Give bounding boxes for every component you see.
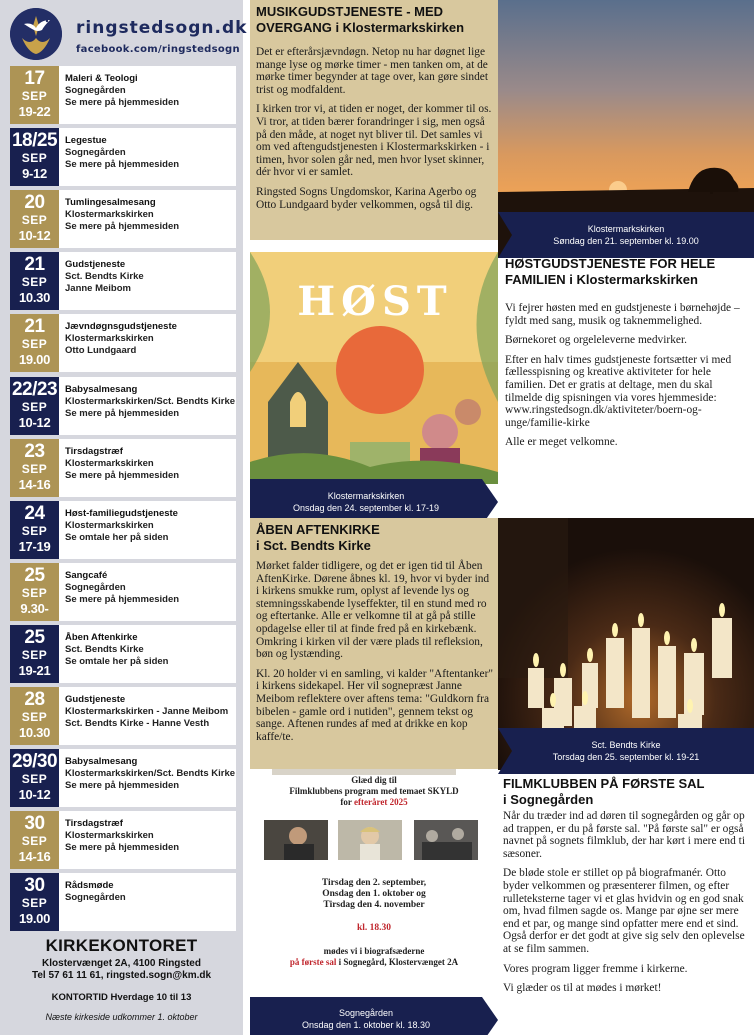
banner-place: Klostermarkskirken: [327, 491, 405, 501]
harvest-article: [505, 256, 747, 456]
event-place: Sognegården: [65, 147, 126, 159]
event-item[interactable]: [10, 190, 236, 248]
event-item[interactable]: [10, 811, 236, 869]
event-time: 14-16: [18, 849, 51, 864]
banner-time: Onsdag den 24. september kl. 17-19: [292, 503, 440, 513]
event-place: Klostermarkskirken - Janne Meibom: [65, 706, 229, 718]
poster-location-highlight: på første sal: [289, 957, 337, 967]
event-item[interactable]: [10, 625, 236, 683]
event-details: [65, 259, 236, 296]
event-note: Se omtale her på siden: [65, 656, 169, 668]
event-month: SEP: [21, 213, 48, 227]
event-title: Maleri & Teologi: [65, 73, 138, 84]
event-day: 17: [24, 68, 45, 89]
film-club-banner: [250, 997, 498, 1035]
paragraph: I kirken tror vi, at tiden er noget, der kommer til os. Vi tror, at tiden bærer forandringer i sig, men også på den måde, at noget nyt bliver til. Det samles vi om ved aftengudstjenesten i Klostermarkskirken - i timen, hvor solen går ned, men hvor lyset skinner, dér hvor vi er samlet.: [256, 103, 492, 179]
event-details: [65, 756, 236, 793]
event-month: SEP: [21, 275, 48, 289]
banner-time: Onsdag den 1. oktober kl. 18.30: [301, 1020, 431, 1030]
event-month: SEP: [21, 400, 48, 414]
event-title: Tirsdagstræf: [65, 446, 123, 457]
event-time: 19-21: [18, 663, 51, 678]
event-place: Sct. Bendts Kirke: [65, 271, 144, 283]
evening-church-article: [250, 518, 498, 769]
event-title: Gudstjeneste: [65, 694, 126, 705]
event-date: [10, 749, 59, 807]
dove-logo-icon: [10, 8, 62, 60]
event-note: Se mere på hjemmesiden: [65, 408, 180, 420]
event-note: Janne Meibom: [65, 283, 131, 295]
church-office: [0, 934, 243, 1022]
event-title: Babysalmesang: [65, 384, 138, 395]
event-place: Klostermarkskirken/Sct. Bendts Kirke: [65, 396, 236, 408]
event-title: Åben Aftenkirke: [65, 632, 138, 643]
evening-church-banner: [498, 728, 754, 774]
film-club-body: [503, 810, 747, 995]
event-month: SEP: [21, 896, 48, 910]
harvest-title: HØSTGUDSTJENESTE FOR HELE FAMILIEN i Klostermarkskirken: [505, 256, 716, 287]
event-time: 10-12: [18, 787, 51, 802]
event-day: 29/30: [11, 751, 58, 772]
banner-time: Søndag den 21. september kl. 19.00: [553, 236, 699, 246]
paragraph: Alle er meget velkomne.: [505, 436, 618, 449]
event-date: [10, 66, 59, 124]
paragraph: Mørket falder tidligere, og det er igen tid til Åben AftenKirke. Dørene åbnes kl. 19, hvor vi byder ind i kirkens smukke rum, oplyst af levende lys og stemningsskabende lyseffekter, til en stund med ro og eftertanke. Alle er velkomne til at gå på stille opdagelse eller til at finde fred på en kirkebænk. Omkring i kirken vil der være plads til refleksion, bøn og lystænding.: [256, 560, 490, 661]
paragraph: Børnekoret og orgeleleverne medvirker.: [505, 334, 687, 347]
office-hours: KONTORTID Hverdage 10 til 13: [51, 992, 192, 1003]
paragraph: Vi fejrer høsten med en gudstjeneste i børnehøjde – fyldt med sang, musik og taknemmelighed.: [505, 302, 740, 327]
paragraph: Efter en halv times gudstjeneste fortsætter vi med fællesspisning og kreative aktiviteter for hele familien. Det er gratis at deltage, men du skal tilmelde dig spisningen via vores hjemmeside: www.ringstedsogn.dk/aktiviteter/boern-og-unge/familie-kirke: [505, 353, 732, 429]
event-title: Sangcafé: [65, 570, 108, 581]
event-item[interactable]: [10, 501, 236, 559]
event-time: 19.00: [18, 352, 51, 367]
event-day: 30: [24, 875, 45, 896]
paragraph: Vi glæder os til at mødes i mørket!: [503, 982, 662, 995]
event-details: [65, 570, 236, 607]
paragraph: De bløde stole er stillet op på biografmanér. Otto byder velkommen og præsenterer filmen, og efter rulleteksterne tager vi et glas hvidvin og en god snak om, hvad filmen sagde os. Mange par øjne ser mere end et par, og mange sind opfatter mere end et sind. Også derfor er det godt at give sig selv den oplevelse at se film sammen.: [503, 867, 745, 955]
event-day: 22/23: [11, 379, 58, 400]
poster-season-prefix: for: [340, 797, 355, 807]
event-day: 21: [24, 254, 45, 275]
harvest-image-word: HØST: [297, 278, 453, 325]
harvest-illustration: [250, 252, 498, 484]
event-date: [10, 190, 59, 248]
event-place: Sognegården: [65, 85, 126, 97]
event-month: SEP: [21, 586, 48, 600]
film-club-article: [503, 776, 747, 1002]
event-day: 30: [24, 813, 45, 834]
event-title: Jævndøgnsgudstjeneste: [65, 321, 177, 332]
event-details: [65, 508, 236, 545]
harvest-body: [505, 302, 747, 449]
event-details: [65, 694, 236, 731]
event-time: 14-16: [18, 477, 51, 492]
poster-meet: mødes vi i biografsæderne: [323, 946, 425, 956]
event-item[interactable]: [10, 128, 236, 186]
paragraph: Vores program ligger fremme i kirkerne.: [503, 962, 688, 975]
event-details: [65, 632, 236, 669]
event-title: Rådsmøde: [65, 880, 114, 891]
event-place: Sognegården: [65, 892, 126, 904]
event-title: Gudstjeneste: [65, 259, 126, 270]
event-note: Se mere på hjemmesiden: [65, 470, 180, 482]
event-time: 10.30: [18, 725, 51, 740]
event-details: [65, 818, 236, 855]
event-month: SEP: [21, 462, 48, 476]
evening-church-title: ÅBEN AFTENKIRKE: [256, 522, 380, 537]
event-place: Klostermarkskirken: [65, 458, 154, 470]
event-note: Se mere på hjemmesiden: [65, 842, 180, 854]
event-date: [10, 314, 59, 372]
event-item[interactable]: [10, 439, 236, 497]
event-time: 9.30-: [20, 601, 49, 616]
event-note: Se mere på hjemmesiden: [65, 221, 180, 233]
event-time: 10.30: [18, 290, 51, 305]
film-club-title: FILMKLUBBEN PÅ FØRSTE SAL: [503, 776, 705, 791]
paragraph: Når du træder ind ad døren til sognegården og går op ad trappen, er du på første sal. "På første sal" er også navnet på sognets filmklub, der har kørt i mere end ti sæsoner.: [503, 810, 745, 860]
event-title: Babysalmesang: [65, 756, 138, 767]
event-place: Sognegården: [65, 582, 126, 594]
event-title: Høst-familiegudstjeneste: [65, 508, 178, 519]
event-month: SEP: [21, 710, 48, 724]
office-title: KIRKEKONTORET: [45, 936, 198, 955]
music-service-article: [250, 0, 498, 240]
event-month: SEP: [21, 337, 48, 351]
event-title: Tirsdagstræf: [65, 818, 123, 829]
event-day: 21: [24, 316, 45, 337]
event-day: 24: [24, 503, 45, 524]
music-service-title: MUSIKGUDSTJENESTE - MED OVERGANG i Klostermarkskirken: [256, 4, 465, 35]
event-note: Se mere på hjemmesiden: [65, 780, 180, 792]
event-day: 23: [24, 441, 45, 462]
event-date: [10, 501, 59, 559]
film-club-poster: [250, 769, 498, 999]
event-note: Se mere på hjemmesiden: [65, 594, 180, 606]
banner-place: Klostermarkskirken: [587, 224, 665, 234]
event-month: SEP: [21, 648, 48, 662]
poster-program: Filmklubbens program med temaet SKYLD: [289, 786, 459, 796]
poster-date3: Tirsdag den 4. november: [323, 900, 425, 910]
banner-place: Sct. Bendts Kirke: [591, 740, 661, 750]
event-sidebar: [0, 0, 248, 1035]
poster-date1: Tirsdag den 2. september,: [321, 878, 427, 888]
event-time: 19.00: [18, 911, 51, 926]
event-date: [10, 439, 59, 497]
event-note: Se mere på hjemmesiden: [65, 97, 180, 109]
poster-intro: Glæd dig til: [351, 775, 397, 785]
event-place: Klostermarkskirken: [65, 333, 154, 345]
office-address: Klostervænget 2A, 4100 Ringsted: [42, 958, 201, 969]
poster-season: efteråret 2025: [354, 797, 408, 807]
event-item[interactable]: [10, 66, 236, 124]
next-issue-note: Næste kirkeside udkommer 1. oktober: [45, 1012, 198, 1022]
event-item[interactable]: [10, 873, 236, 931]
event-time: 9-12: [22, 166, 47, 181]
event-time: 19-22: [18, 104, 51, 119]
event-note: Se omtale her på siden: [65, 532, 169, 544]
event-place: Sct. Bendts Kirke: [65, 644, 144, 656]
banner-place: Sognegården: [338, 1008, 394, 1018]
paragraph: Det er efterårsjævndøgn. Netop nu har døgnet lige mange lyse og mørke timer - men tanken om, at de mørke timer begynder at tage over, kan gøre sindet trist og modfaldent.: [256, 46, 489, 96]
event-time: 17-19: [18, 539, 51, 554]
event-item[interactable]: [10, 314, 236, 372]
event-note: Se mere på hjemmesiden: [65, 159, 180, 171]
event-day: 25: [24, 627, 45, 648]
event-title: Tumlingesalmesang: [65, 197, 156, 208]
event-details: [65, 880, 236, 904]
event-details: [65, 384, 236, 421]
event-date: [10, 625, 59, 683]
event-item[interactable]: [10, 687, 236, 745]
event-note: Otto Lundgaard: [65, 345, 137, 357]
music-service-body: [256, 46, 494, 211]
event-item[interactable]: [10, 563, 236, 621]
brand-name[interactable]: ringstedsogn.dk: [76, 18, 248, 38]
paragraph: Kl. 20 holder vi en samling, vi kalder "Aftentanker" i kirkens sidekapel. Her vil sognepræst Janne Meibom reflektere over aftens tema: "Guldkorn fra bibelen - gamle ord i nutiden", gennem tekst og sange. Aftenen rundes af med at drikke en kop kaffe/te.: [256, 667, 494, 743]
paragraph: Ringsted Sogns Ungdomskor, Karina Agerbo og Otto Lundgaard byder velkommen, også til dig.: [256, 185, 477, 211]
logo[interactable]: [10, 8, 248, 62]
event-date: [10, 563, 59, 621]
event-time: 10-12: [18, 228, 51, 243]
event-note: Sct. Bendts Kirke - Hanne Vesth: [65, 718, 210, 730]
film-still: [338, 820, 402, 860]
poster-location: i Sognegård, Klostervænget 2A: [336, 957, 459, 967]
event-details: [65, 446, 236, 483]
event-month: SEP: [21, 151, 48, 165]
poster-time: kl. 18.30: [356, 923, 392, 933]
event-details: [65, 321, 236, 358]
event-place: Klostermarkskirken: [65, 520, 154, 532]
event-time: 10-12: [18, 415, 51, 430]
film-still: [414, 820, 478, 860]
music-service-banner: [498, 212, 754, 258]
event-date: [10, 687, 59, 745]
evening-church-subtitle: i Sct. Bendts Kirke: [256, 538, 371, 553]
event-details: [65, 197, 236, 234]
evening-church-body: [256, 560, 494, 743]
film-still: [264, 820, 328, 860]
event-month: SEP: [21, 524, 48, 538]
banner-time: Torsdag den 25. september kl. 19-21: [552, 752, 700, 762]
event-month: SEP: [21, 89, 48, 103]
event-month: SEP: [21, 834, 48, 848]
event-details: [65, 135, 236, 172]
event-place: Klostermarkskirken: [65, 209, 154, 221]
film-stills: [250, 820, 498, 864]
event-title: Legestue: [65, 135, 107, 146]
poster-date2: Onsdag den 1. oktober og: [322, 889, 426, 899]
event-date: [10, 377, 59, 435]
facebook-link[interactable]: facebook.com/ringstedsogn: [76, 44, 240, 55]
event-date: [10, 873, 59, 931]
event-day: 28: [24, 689, 45, 710]
office-contact[interactable]: Tel 57 61 11 61, ringsted.sogn@km.dk: [31, 970, 212, 981]
event-date: [10, 811, 59, 869]
event-item[interactable]: [10, 749, 236, 807]
event-date: [10, 128, 59, 186]
event-place: Klostermarkskirken/Sct. Bendts Kirke: [65, 768, 236, 780]
event-place: Klostermarkskirken: [65, 830, 154, 842]
event-item[interactable]: [10, 252, 236, 310]
film-club-subtitle: i Sognegården: [503, 792, 594, 807]
event-details: [65, 73, 236, 110]
event-month: SEP: [21, 772, 48, 786]
event-day: 20: [24, 192, 45, 213]
event-item[interactable]: [10, 377, 236, 435]
event-day: 18/25: [11, 130, 58, 151]
event-date: [10, 252, 59, 310]
event-day: 25: [24, 565, 45, 586]
